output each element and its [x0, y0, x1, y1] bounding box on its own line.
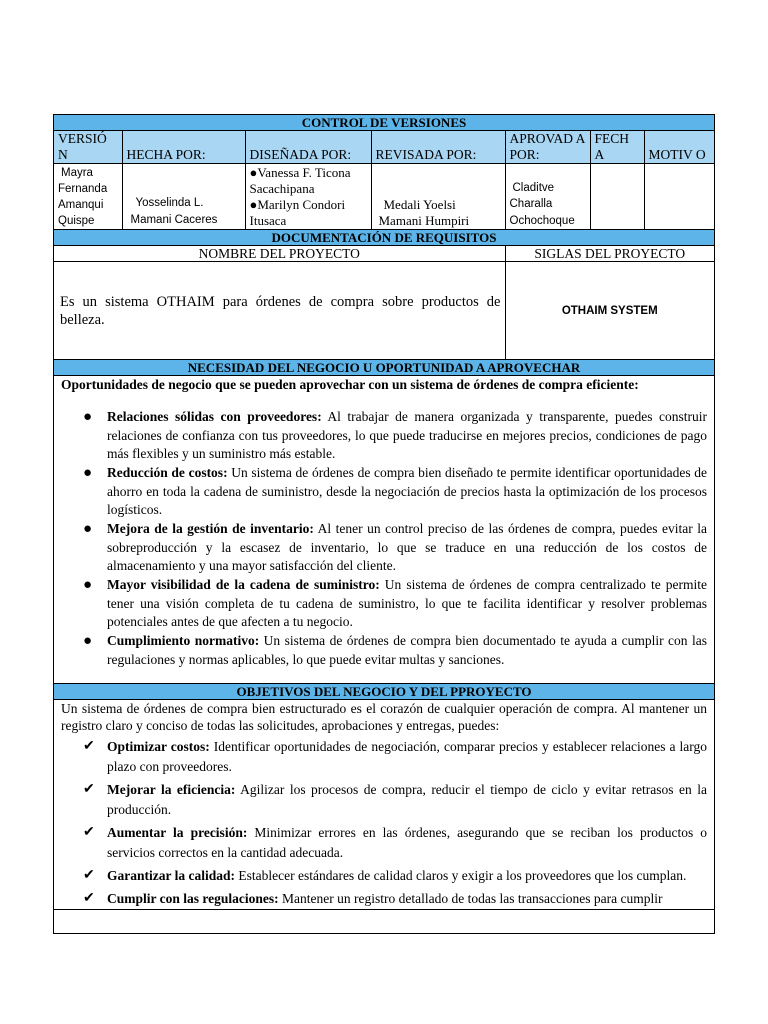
- project-name-label: NOMBRE DEL PROYECTO: [54, 246, 505, 262]
- objectives-intro: Un sistema de órdenes de compra bien estructurado es el corazón de cualquier operación de compra. Al mantener un registro claro y conciso de todas las solicitudes, aprobaciones y entregas, puedes:: [61, 700, 707, 733]
- header-made-by: HECHA POR:: [122, 131, 245, 164]
- item-label: Mejorar la eficiencia:: [107, 781, 236, 797]
- item-text: Identificar oportunidades de negociación, comparar precios y establecer relaciones a largo plazo con proveedores.: [107, 738, 707, 774]
- list-item: [61, 520, 707, 576]
- version-control-table: [54, 115, 714, 230]
- reviewer-line: Medali Yoelsi: [383, 197, 456, 212]
- checkmark-icon: ✔: [83, 867, 95, 883]
- item-text: Al trabajar de manera organizada y transparente, puedes construir relaciones de confianza con tus proveedores, lo que puede traducirse en mejores precios, condiciones de pago más flexibles y un suministro más estable.: [107, 409, 707, 461]
- business-opportunities-list: [61, 408, 707, 669]
- item-text: Un sistema de órdenes de compra bien documentado te ayuda a cumplir con las regulaciones y normas aplicables, lo que puede evitar multas y sanciones.: [107, 633, 707, 667]
- made-by-line: Yosselinda L.: [135, 197, 204, 209]
- objectives-content: [54, 699, 714, 910]
- approved-by-cell: [505, 164, 590, 230]
- list-item: [61, 889, 707, 909]
- reviewer-line: Mamani Humpiri: [378, 213, 470, 228]
- bullet-icon: ●: [83, 577, 93, 593]
- item-text: Un sistema de órdenes de compra bien diseñado te permite identificar oportunidades de ahorro en toda la cadena de suministro, desde la negociación de precios hasta la optimización de los procesos logísticos.: [107, 465, 707, 517]
- project-name-value: Es un sistema OTHAIM para órdenes de compra sobre productos de belleza.: [54, 262, 505, 360]
- version-line: Quispe: [58, 215, 95, 227]
- item-text: Establecer estándares de calidad claros y exigir a los proveedores que los cumplan.: [235, 867, 687, 883]
- header-version: VERSIÓ N: [54, 131, 122, 164]
- bullet-icon: ●: [83, 633, 93, 649]
- list-item: [61, 823, 707, 863]
- header-reviewed-by: REVISADA POR:: [371, 131, 505, 164]
- list-item: [61, 737, 707, 777]
- designer-name: ●Marilyn Condori Itusaca: [249, 197, 346, 228]
- project-acronym-value: OTHAIM SYSTEM: [505, 262, 714, 360]
- checkmark-icon: ✔: [83, 781, 95, 797]
- item-text: Agilizar los procesos de compra, reducir el tiempo de ciclo y evitar retrasos en la producción.: [107, 781, 707, 817]
- list-item: [61, 632, 707, 669]
- item-label: Garantizar la calidad:: [107, 867, 235, 883]
- version-cell: [54, 164, 122, 230]
- requirements-title: DOCUMENTACIÓN DE REQUISITOS: [54, 230, 714, 246]
- item-label: Mayor visibilidad de la cadena de suministro:: [107, 577, 380, 592]
- designed-by-cell: [245, 164, 371, 230]
- header-designed-by: DISEÑADA POR:: [245, 131, 371, 164]
- date-cell: [590, 164, 644, 230]
- bullet-icon: ●: [83, 409, 93, 425]
- business-need-table: [54, 360, 714, 684]
- designer-name: ●Vanessa F. Ticona Sacachipana: [249, 165, 351, 196]
- checkmark-icon: ✔: [83, 738, 95, 754]
- version-line: Amanqui: [58, 199, 104, 211]
- list-item: [61, 408, 707, 464]
- objectives-title: OBJETIVOS DEL NEGOCIO Y DEL PPROYECTO: [54, 684, 714, 700]
- header-date: FECH A: [590, 131, 644, 164]
- bullet-icon: ●: [83, 465, 93, 481]
- version-line: Fernanda: [58, 183, 108, 195]
- bullet-icon: ●: [83, 521, 93, 537]
- checkmark-icon: ✔: [83, 824, 95, 840]
- item-label: Relaciones sólidas con proveedores:: [107, 409, 322, 424]
- item-label: Cumplir con las regulaciones:: [107, 890, 279, 906]
- requirements-document: [53, 114, 715, 934]
- item-label: Mejora de la gestión de inventario:: [107, 521, 314, 536]
- list-item: [61, 780, 707, 820]
- made-by-cell: [122, 164, 245, 230]
- version-line: Mayra: [61, 167, 93, 179]
- made-by-line: Mamani Caceres: [130, 213, 218, 226]
- objectives-table: [54, 684, 714, 911]
- business-need-intro: Oportunidades de negocio que se pueden aprovechar con un sistema de órdenes de compra eficiente:: [61, 377, 639, 392]
- project-acronym-label: SIGLAS DEL PROYECTO: [505, 246, 714, 262]
- approver-line: Claditve: [512, 181, 555, 194]
- item-text: Minimizar errores en las órdenes, asegurando que se reciban los productos o servicios correctos en la cantidad adecuada.: [107, 824, 707, 860]
- reason-cell: [644, 164, 714, 230]
- item-label: Reducción de costos:: [107, 465, 228, 480]
- approver-line: Ochochoque: [509, 214, 575, 227]
- version-control-title: CONTROL DE VERSIONES: [54, 115, 714, 131]
- item-label: Aumentar la precisión:: [107, 824, 248, 840]
- list-item: [61, 464, 707, 520]
- header-reason: MOTIV O: [644, 131, 714, 164]
- item-label: Optimizar costos:: [107, 738, 210, 754]
- item-text: Un sistema de órdenes de compra centralizado te permite tener una visión completa de tu cadena de suministro, lo que te facilita identificar y resolver problemas potenciales antes de que afecten a tu negocio.: [107, 577, 707, 629]
- objectives-list: [61, 737, 707, 909]
- business-need-title: NECESIDAD DEL NEGOCIO U OPORTUNIDAD A APROVECHAR: [54, 360, 714, 376]
- item-text: Al tener un control preciso de las órdenes de compra, puedes evitar la sobreproducción y la escasez de inventario, lo que se traduce en una reducción de los costos de almacenamiento y una mayor satisfacción del cliente.: [107, 521, 707, 573]
- list-item: [61, 576, 707, 632]
- item-label: Cumplimiento normativo:: [107, 633, 260, 648]
- item-text: Mantener un registro detallado de todas las transacciones para cumplir: [278, 890, 663, 906]
- business-need-content: [54, 376, 714, 684]
- reviewed-by-cell: [371, 164, 505, 230]
- checkmark-icon: ✔: [83, 890, 95, 906]
- list-item: [61, 866, 707, 886]
- requirements-table: [54, 230, 714, 360]
- approver-line: Charalla: [509, 198, 553, 210]
- header-approved-by: APROVAD A POR:: [505, 131, 590, 164]
